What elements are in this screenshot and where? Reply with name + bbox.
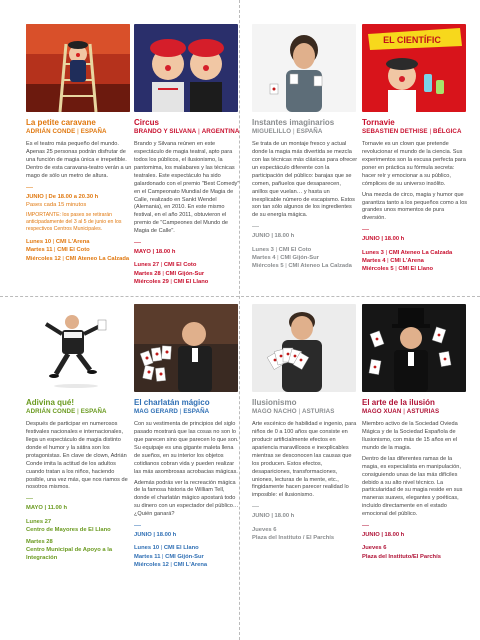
- date-place: Centro Municipal de Apoyo a la Integración: [26, 547, 113, 562]
- divider-dash: —: [362, 226, 369, 234]
- divider-dash: —: [252, 223, 259, 231]
- artist-name: MAG GERARD | ESPAÑA: [134, 408, 210, 416]
- country: BÉLGICA: [433, 128, 462, 136]
- show-title: Circus: [134, 118, 159, 127]
- date-item: Miércoles 12 | CMI L'Arena: [134, 561, 208, 568]
- date-place: CMI El Llano: [398, 265, 434, 272]
- divider-dash: —: [26, 495, 33, 503]
- divider-dash: —: [134, 522, 141, 530]
- date-place: CMI El Coto: [163, 262, 197, 269]
- schedule-time: JUNIO | 18.00 h: [252, 233, 295, 240]
- artist: MIGUELILLO: [252, 128, 292, 136]
- two-clowns-photo: [134, 24, 238, 112]
- scientist-clown-photo: [362, 24, 466, 112]
- schedule: [26, 504, 132, 512]
- artist: MAGO NACHO: [252, 408, 297, 416]
- description-paragraph: Brando y Silvana reúnen en este espectáculo de magia teatral, apto para todos los públicos, el ilusionismo, la pantomima, los malabares y las técnicas teatrales. Este espectáculo ha sido galardonado con el premio "Best Comedy" en el Campeonato Mundial de Magia de Calle, realizado en Sankt Wendel (Alemania), en 2010. En este mismo festival, en el año 2011, obtuvieron el premio de "Campeones del Mundo de Magia de Calle".: [134, 140, 240, 235]
- show-card-adivina-que: [26, 304, 132, 563]
- show-title: Ilusionismo: [252, 398, 297, 407]
- date-item: Lunes 3 | CMI El Coto: [252, 246, 312, 253]
- date-day: Lunes 3: [362, 249, 384, 256]
- magician-with-cards-photo: [134, 304, 238, 392]
- show-title: Adivina qué!: [26, 398, 75, 407]
- date-day: Miércoles 5: [362, 265, 394, 272]
- photo-caption: EL CIENTÍFIC: [383, 35, 441, 45]
- date-day: Miércoles 12: [134, 561, 169, 568]
- show-title: La petite caravane: [26, 118, 96, 127]
- show-description: [26, 421, 132, 492]
- country: ASTURIAS: [302, 408, 335, 416]
- man-with-cards-photo: [252, 24, 356, 112]
- show-description: [362, 141, 468, 223]
- schedule-time: JUNIO | 18.00 h: [362, 532, 405, 539]
- show-card-el-arte-de-la-ilusion: [362, 304, 468, 561]
- schedule: [134, 248, 240, 256]
- date-item: Martes 11 | CMI Gijón-Sur: [134, 553, 204, 560]
- date-day: Martes 28: [26, 539, 53, 546]
- date-place: CMI Gijón-Sur: [165, 553, 204, 560]
- artist: MAGO XUAN: [362, 408, 402, 416]
- date-day: Lunes 27: [26, 518, 52, 525]
- date-place: CMI Ateneo La Calzada: [288, 262, 352, 269]
- date-day: Martes 11: [134, 553, 161, 560]
- man-card-fan-photo: [252, 304, 356, 392]
- date-item: Miércoles 5 | CMI El Llano: [362, 265, 434, 272]
- date-item: Martes 11 | CMI El Coto: [26, 247, 90, 254]
- dates-list: [26, 238, 132, 263]
- important-note: IMPORTANTE: los pases se retirarán anticipadamente del 3 al 5 de junio en los respectivos Centros Municipales.: [26, 212, 122, 233]
- schedule-time: JUNIO | 18.00 h: [252, 513, 295, 520]
- date-item: Martes 4 | CMI L'Arena: [362, 257, 424, 264]
- description-paragraph: Arte escénico de habilidad e ingenio, para niños de 0 a 100 años que consiste en producir artificialmente efectos en apariencia maravillosos e inexplicables mientras se desconocen las causas que los producen. Estos efectos, desapariciones, transformaciones, uniones, lecturas de la mente, etc., fingidamente hacen parecer realidad lo imposible: el ilusionismo.: [252, 420, 357, 499]
- artist: ADRIÁN CONDE: [26, 408, 76, 416]
- date-item: Miércoles 29 | CMI El Llano: [134, 278, 209, 285]
- schedule: [362, 531, 468, 539]
- date-day: Miércoles 5: [252, 262, 284, 269]
- date-item: Lunes 27 | CMI El Coto: [134, 262, 197, 269]
- country: ASTURIAS: [406, 408, 440, 416]
- country: ARGENTINA: [201, 128, 240, 136]
- artist-name: MAGO XUAN | ASTURIAS: [362, 408, 440, 416]
- date-item: Martes 4 | CMI Gijón-Sur: [252, 254, 319, 261]
- divider-dash: —: [26, 183, 33, 191]
- dates-list: [26, 518, 132, 563]
- artist-name: SEBASTIEN DETHISE | BÉLGICA: [362, 128, 462, 136]
- country: ESPAÑA: [296, 128, 323, 136]
- show-title: El arte de la ilusión: [362, 398, 435, 407]
- date-place: CMI El Coto: [57, 247, 90, 254]
- horizontal-cut-line: [0, 296, 480, 297]
- date-item: Lunes 10 | CMI El Llano: [134, 545, 199, 552]
- clown-on-ladder-photo: [26, 24, 130, 112]
- date-item: Miércoles 12 | CMI Ateneo La Calzada: [26, 255, 130, 262]
- show-description: [252, 141, 358, 220]
- dates-list: [134, 544, 240, 569]
- date-day: Jueves 6: [362, 545, 387, 552]
- schedule-time: MAYO | 18.00 h: [134, 249, 176, 256]
- country: ESPAÑA: [183, 408, 210, 416]
- date-place: CMI L'Arena: [55, 239, 90, 246]
- man-jumping-image: [26, 304, 130, 392]
- schedule: [362, 235, 468, 243]
- show-description: [252, 421, 358, 500]
- date-item: Lunes 10 | CMI L'Arena: [26, 239, 90, 246]
- show-title: Instantes imaginarios: [252, 118, 335, 127]
- show-card-ilusionismo: [252, 304, 358, 542]
- date-place: Plaza del Instituto/El Parchís: [362, 553, 441, 560]
- date-day: Miércoles 29: [134, 278, 169, 285]
- show-card-el-charlatan-magico: [134, 304, 240, 569]
- show-description: [362, 421, 468, 519]
- dates-list: [362, 249, 468, 274]
- description-paragraph: Además podrás ver la recreación mágica de la famosa historia de William Tell, donde el charlatán mágico apostará todo su dinero con un espectador del público… ¿Quién ganará?: [134, 479, 239, 518]
- show-description: [134, 421, 240, 519]
- schedule: [252, 232, 358, 240]
- date-item: [252, 526, 358, 542]
- date-place: CMI Gijón-Sur: [165, 270, 205, 277]
- date-item: Martes 28 | CMI Gijón-Sur: [134, 270, 205, 277]
- dates-list: [362, 544, 468, 560]
- date-day: Lunes 10: [134, 545, 160, 552]
- schedule: [26, 193, 132, 209]
- artist-name: ADRIÁN CONDE | ESPAÑA: [26, 128, 107, 136]
- schedule-extra: Pases cada 15 minutos: [26, 201, 87, 208]
- date-item: [362, 544, 468, 560]
- artist: SEBASTIEN DETHISE: [362, 128, 428, 136]
- man-with-cards-image: [252, 24, 356, 112]
- country: ESPAÑA: [80, 408, 107, 416]
- artist: MAG GERARD: [134, 408, 178, 416]
- description-paragraph: Es el teatro más pequeño del mundo. Apenas 25 personas podrán disfrutar de una función de magia única e irrepetible. Dentro de esta caravana-teatro verán a un mago de sólo un metro de altura.: [26, 140, 132, 179]
- date-day: Miércoles 12: [26, 255, 61, 262]
- dates-list: [252, 246, 358, 271]
- artist-name: BRANDO Y SILVANA | ARGENTINA: [134, 128, 240, 136]
- description-paragraph: Con su vestimenta de principios del siglo pasado mostrará que las cosas no son lo que parecen sino que parecen lo que son. Su equipaje es una gigante maleta llena de sueños, en su interior los objetos cotidianos cobran vida y pueden realizar las más asombrosas acrobacias mágicas.: [134, 420, 239, 475]
- schedule: [252, 512, 358, 520]
- magician-top-hat-photo: [362, 304, 466, 392]
- show-card-instantes-imaginarios: [252, 24, 358, 270]
- date-place: Plaza del Instituto / El Parchís: [252, 534, 335, 541]
- date-place: CMI El Llano: [163, 545, 199, 552]
- schedule: [134, 531, 240, 539]
- description-paragraph: Dentro de las diferentes ramas de la magia, es especialista en manipulación, consiguiendo unas de las más difíciles debido a su alto nivel técnico. La particularidad de su magia reside en sus maneras suaves, elegantes y poéticas, incluido directamente en el estado emocional del público.: [362, 455, 463, 518]
- date-day: Martes 4: [252, 254, 276, 261]
- divider-dash: —: [362, 522, 369, 530]
- date-place: CMI El Coto: [278, 246, 312, 253]
- date-place: CMI L'Arena: [173, 561, 208, 568]
- artist-name: MAGO NACHO | ASTURIAS: [252, 408, 335, 416]
- date-day: Lunes 3: [252, 246, 274, 253]
- clown-on-ladder-image: [26, 24, 130, 112]
- schedule-time: MAYO | 11.00 h: [26, 505, 68, 512]
- date-place: CMI L'Arena: [390, 257, 424, 264]
- show-title: Tornavie: [362, 118, 395, 127]
- date-item: [26, 538, 132, 563]
- date-day: Lunes 27: [134, 262, 160, 269]
- date-item: Miércoles 5 | CMI Ateneo La Calzada: [252, 262, 352, 269]
- artist-name: ADRIÁN CONDE | ESPAÑA: [26, 408, 107, 416]
- date-day: Jueves 6: [252, 526, 277, 533]
- artist-name: MIGUELILLO | ESPAÑA: [252, 128, 323, 136]
- man-jumping-photo: [26, 304, 130, 392]
- schedule-time: JUNIO | 18.00 h: [134, 532, 177, 539]
- date-day: Martes 11: [26, 247, 53, 254]
- show-title: El charlatán mágico: [134, 398, 210, 407]
- scientist-clown-image: [362, 24, 466, 112]
- two-clowns-image: [134, 24, 238, 112]
- date-place: CMI Ateneo La Calzada: [65, 255, 130, 262]
- date-place: CMI Ateneo La Calzada: [388, 249, 453, 256]
- description-paragraph: Una mezcla de circo, magia y humor que garantiza tanto a los pequeños como a los grandes unos momentos de pura diversión.: [362, 191, 468, 222]
- magician-with-cards-image: [134, 304, 238, 392]
- show-card-tornavie: [362, 24, 468, 273]
- date-item: Lunes 3 | CMI Ateneo La Calzada: [362, 249, 453, 256]
- country: ESPAÑA: [80, 128, 107, 136]
- dates-list: [252, 526, 358, 542]
- date-place: Centro de Mayores de El Llano: [26, 526, 111, 533]
- show-description: [134, 141, 240, 236]
- date-day: Martes 4: [362, 257, 386, 264]
- date-day: Lunes 10: [26, 239, 52, 246]
- schedule-time: JUNIO | De 18.00 a 20.30 h: [26, 193, 99, 200]
- magician-top-hat-image: [362, 304, 466, 392]
- description-paragraph: Después de participar en numerosos festivales nacionales e internacionales, llega un espectáculo de magia distinto donde el humor y la sátira son los protagonistas. En clave de clown, Adrián Conde imita la actitud de los adultos cuando tratan a los niños, haciendo posible, una vez más, que nos riamos de nosotros mismos.: [26, 420, 128, 491]
- artist: BRANDO Y SILVANA: [134, 128, 197, 136]
- date-day: Martes 28: [134, 270, 161, 277]
- show-description: [26, 141, 132, 181]
- schedule-time: JUNIO | 18.00 h: [362, 236, 405, 243]
- date-place: CMI Gijón-Sur: [280, 254, 319, 261]
- show-card-la-petite-caravane: [26, 24, 132, 263]
- divider-dash: —: [134, 239, 141, 247]
- show-card-circus: [134, 24, 240, 286]
- description-paragraph: Se trata de un montaje fresco y actual donde la magia más divertida se mezcla con las técnicas más clásicas para ofrecer un espectáculo diferente con la participación del público: barajas que se comen, pañuelos que desaparecen, anillos que vuelan… y hasta un inexplicable número de escapismo. Estos son tan sólo algunos de los ingredientes de su energía mágica.: [252, 140, 358, 219]
- divider-dash: —: [252, 503, 259, 511]
- description-paragraph: Tornavie es un clown que pretende revolucionar el mundo de la ciencia. Sus experimentos son la excusa perfecta para poner en práctica su fórmula secreta: hacer reír y emocionar a su público, cómplices de su universo insólito.: [362, 140, 466, 187]
- description-paragraph: Miembro activo de la Sociedad Ovieda Mágica y de la Sociedad Española de Ilusionismo, con más de 15 años en el mundo de la magia.: [362, 420, 458, 451]
- man-card-fan-image: [252, 304, 356, 392]
- artist: ADRIÁN CONDE: [26, 128, 76, 136]
- date-place: CMI El Llano: [173, 278, 209, 285]
- date-item: [26, 518, 132, 534]
- dates-list: [134, 261, 240, 286]
